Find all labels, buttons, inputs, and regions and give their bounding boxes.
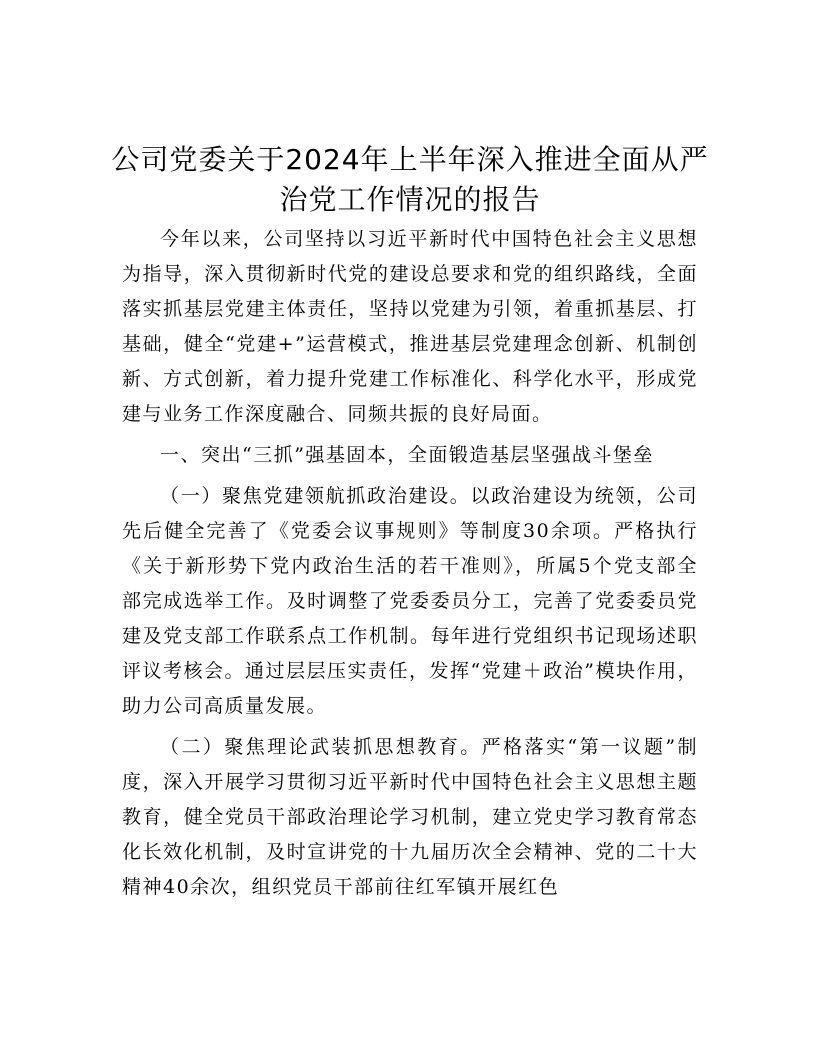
body-paragraph: （一）聚焦党建领航抓政治建设。以政治建设为统领，公司先后健全完善了《党委会议事规则》等制度30余项。严格执行《关于新形势下党内政治生活的若干准则》，所属5个党支部全部完成选举工作。及时调整了党委委员分工，完善了党委委员党建及党支部工作联系点工作机制。每年进行党组织书记现场述职评议考核会。通过层层压实责任，发挥“党建＋政治”模块作用，助力公司高质量发展。 [122,485,698,717]
body-paragraph: （二）聚焦理论武装抓思想教育。严格落实“第一议题”制度，深入开展学习贯彻习近平新时代中国特色社会主义思想主题教育，健全党员干部政治理论学习机制，建立党史学习教育常态化长效化机制，及时宣讲党的十九届历次全会精神、党的二十大精神40余次，组织党员干部前往红军镇开展红色 [122,736,698,898]
intro-paragraph: 今年以来，公司坚持以习近平新时代中国特色社会主义思想为指导，深入贯彻新时代党的建设总要求和党的组织路线，全面落实抓基层党建主体责任，坚持以党建为引领，着重抓基层、打基础，健全“党建+”运营模式，推进基层党建理念创新、机制创新、方式创新，着力提升党建工作标准化、科学化水平，形成党建与业务工作深度融合、同频共振的良好局面。 [122,228,698,425]
section-heading: 一、突出“三抓”强基固本，全面锻造基层坚强战斗堡垒 [160,444,654,466]
document-body [122,222,698,905]
document-title: 公司党委关于2024年上半年深入推进全面从严治党工作情况的报告 [111,143,709,216]
